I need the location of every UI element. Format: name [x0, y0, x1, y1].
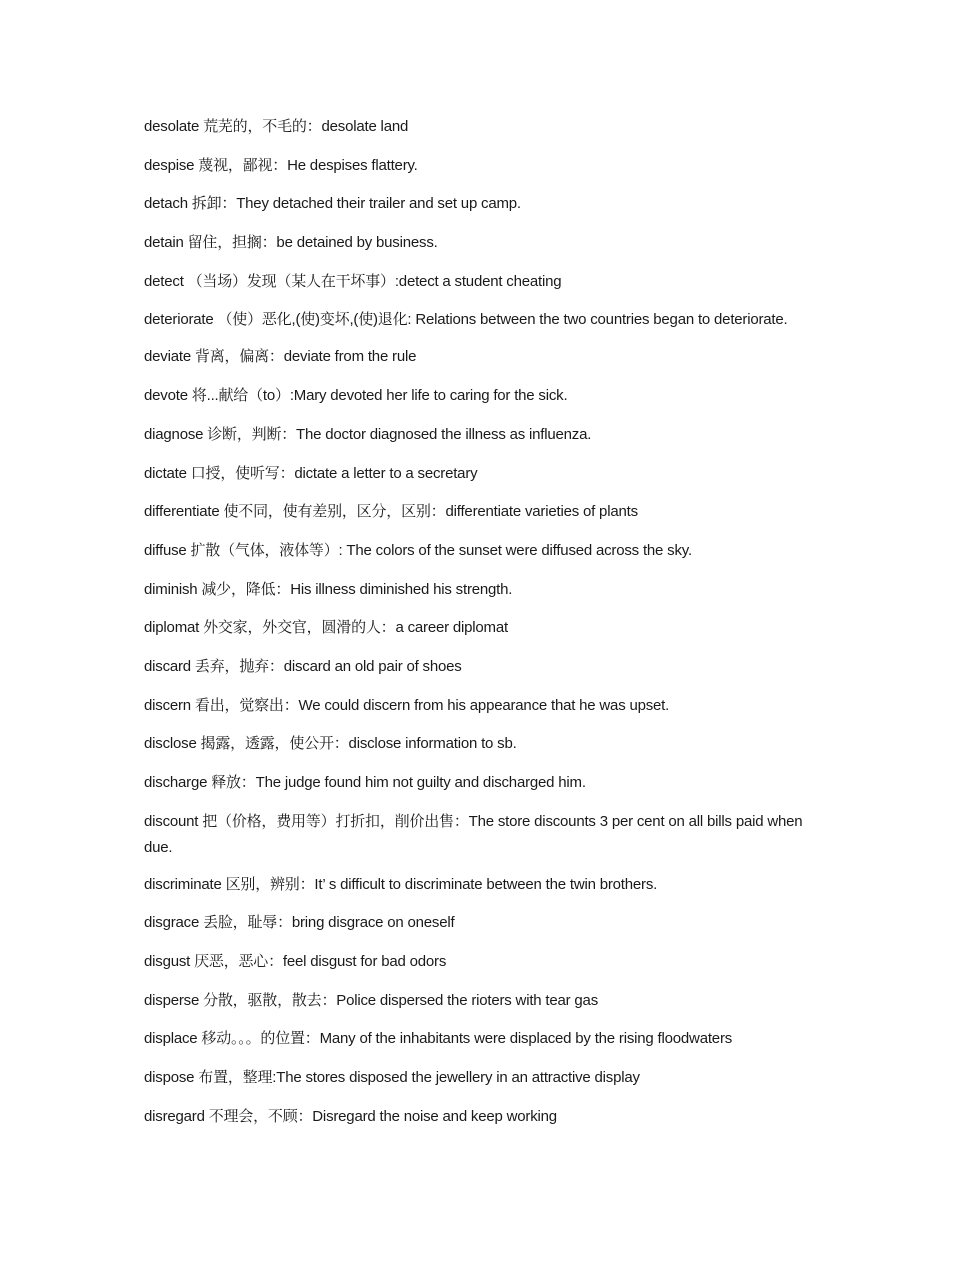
vocab-entry: disgrace 丢脸，耻辱：bring disgrace on oneself: [144, 914, 455, 932]
vocab-entry: discharge 释放：The judge found him not guilty and discharged him.: [144, 774, 586, 791]
vocab-entry: detach 拆卸：They detached their trailer and set up camp.: [144, 195, 521, 213]
vocab-entry: differentiate 使不同，使有差别，区分，区别：differentiate varieties of plants: [144, 503, 638, 521]
vocab-entry: disregard 不理会，不顾：Disregard the noise and keep working: [144, 1107, 557, 1125]
vocab-entry: discount 把（价格，费用等）打折扣，削价出售：The store discounts 3 per cent on all bills paid when due.: [144, 812, 803, 856]
vocab-entry: despise 蔑视，鄙视：He despises flattery.: [144, 156, 418, 174]
vocab-entry: detect （当场）发现（某人在干坏事）:detect a student cheating: [144, 272, 562, 290]
vocab-entry: disclose 揭露，透露，使公开：disclose information to sb.: [144, 735, 517, 753]
vocab-entry: disgust 厌恶，恶心：feel disgust for bad odors: [144, 953, 447, 971]
vocab-entry: detain 留住，担搁：be detained by business.: [144, 234, 438, 252]
vocab-entry: deteriorate （使）恶化,(使)变坏,(使)退化: Relations between the two countries began to deteriorate.: [144, 311, 788, 329]
vocab-entry: dictate 口授，使听写：dictate a letter to a secretary: [144, 464, 478, 482]
vocab-entry: diplomat 外交家，外交官，圆滑的人：a career diplomat: [144, 619, 508, 637]
vocab-entry: diagnose 诊断，判断：The doctor diagnosed the illness as influenza.: [144, 425, 592, 443]
vocab-entry: desolate 荒芜的，不毛的：desolate land: [144, 118, 409, 135]
vocab-entry: diminish 减少，降低：His illness diminished his strength.: [144, 580, 513, 598]
vocab-entry: displace 移动。。。的位置：Many of the inhabitants were displaced by the rising floodwaters: [144, 1030, 733, 1048]
vocab-entry: discriminate 区别，辨别：It’ s difficult to discriminate between the twin brothers.: [144, 875, 658, 893]
vocabulary-list: [144, 114, 834, 1143]
vocab-entry: discard 丢弃，抛弃：discard an old pair of shoes: [144, 657, 462, 675]
vocab-entry: disperse 分散，驱散，散去：Police dispersed the rioters with tear gas: [144, 991, 598, 1009]
vocab-entry: deviate 背离，偏离：deviate from the rule: [144, 348, 417, 366]
vocab-entry: discern 看出，觉察出：We could discern from his appearance that he was upset.: [144, 696, 670, 714]
vocab-entry: diffuse 扩散（气体，液体等）: The colors of the sunset were diffused across the sky.: [144, 541, 692, 559]
vocab-entry: devote 将...献给（to）:Mary devoted her life to caring for the sick.: [144, 387, 568, 405]
vocab-entry: dispose 布置，整理:The stores disposed the jewellery in an attractive display: [144, 1069, 640, 1087]
